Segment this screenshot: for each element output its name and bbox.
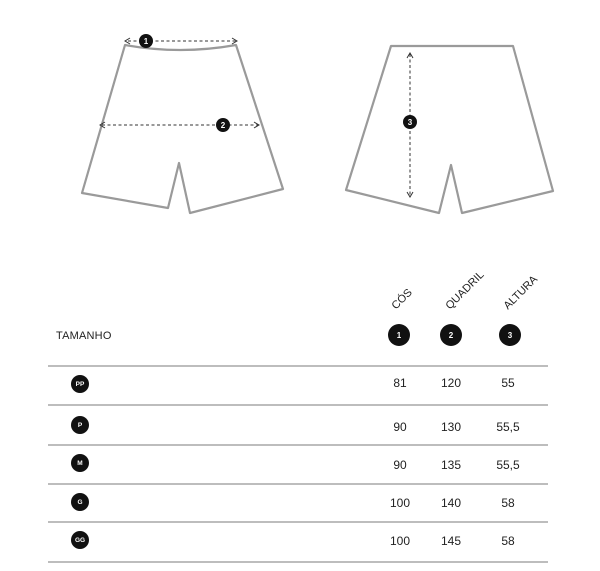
altura-value: 58 bbox=[501, 534, 515, 548]
table-divider bbox=[48, 483, 548, 485]
size-badge: M bbox=[71, 454, 89, 472]
column-marker-3-icon: 3 bbox=[499, 324, 521, 346]
shorts-back-outline bbox=[346, 46, 553, 213]
cos-value: 100 bbox=[389, 496, 411, 510]
marker-2-icon bbox=[216, 118, 230, 132]
table-divider bbox=[48, 444, 548, 446]
size-badge: P bbox=[71, 416, 89, 434]
shorts-diagram bbox=[0, 0, 600, 240]
altura-value: 55,5 bbox=[496, 420, 520, 434]
quadril-value: 140 bbox=[440, 496, 462, 510]
altura-value: 58 bbox=[501, 496, 515, 510]
cos-value: 81 bbox=[393, 376, 407, 390]
quadril-value: 135 bbox=[440, 458, 462, 472]
table-divider bbox=[48, 521, 548, 523]
quadril-value: 130 bbox=[440, 420, 462, 434]
size-badge: GG bbox=[71, 531, 89, 549]
table-divider bbox=[48, 404, 548, 406]
column-marker-1-icon: 1 bbox=[388, 324, 410, 346]
marker-1-icon bbox=[139, 34, 153, 48]
size-column-header: TAMANHO bbox=[56, 330, 112, 342]
marker-3-icon bbox=[403, 115, 417, 129]
quadril-value: 145 bbox=[440, 534, 462, 548]
marker-1-label: 1 bbox=[143, 37, 149, 46]
column-label-cos: CÓS bbox=[389, 286, 415, 312]
altura-value: 55,5 bbox=[496, 458, 520, 472]
shorts-front-outline bbox=[82, 45, 283, 213]
cos-value: 100 bbox=[389, 534, 411, 548]
marker-3-label: 3 bbox=[407, 118, 413, 127]
size-badge: G bbox=[71, 493, 89, 511]
column-label-quadril: QUADRIL bbox=[443, 268, 487, 312]
table-divider bbox=[48, 365, 548, 367]
cos-value: 90 bbox=[393, 458, 407, 472]
altura-value: 55 bbox=[501, 376, 515, 390]
cos-value: 90 bbox=[393, 420, 407, 434]
table-divider bbox=[48, 561, 548, 563]
size-badge: PP bbox=[71, 375, 89, 393]
column-label-altura: ALTURA bbox=[501, 273, 541, 312]
quadril-value: 120 bbox=[440, 376, 462, 390]
marker-2-label: 2 bbox=[220, 121, 226, 130]
column-marker-2-icon: 2 bbox=[440, 324, 462, 346]
